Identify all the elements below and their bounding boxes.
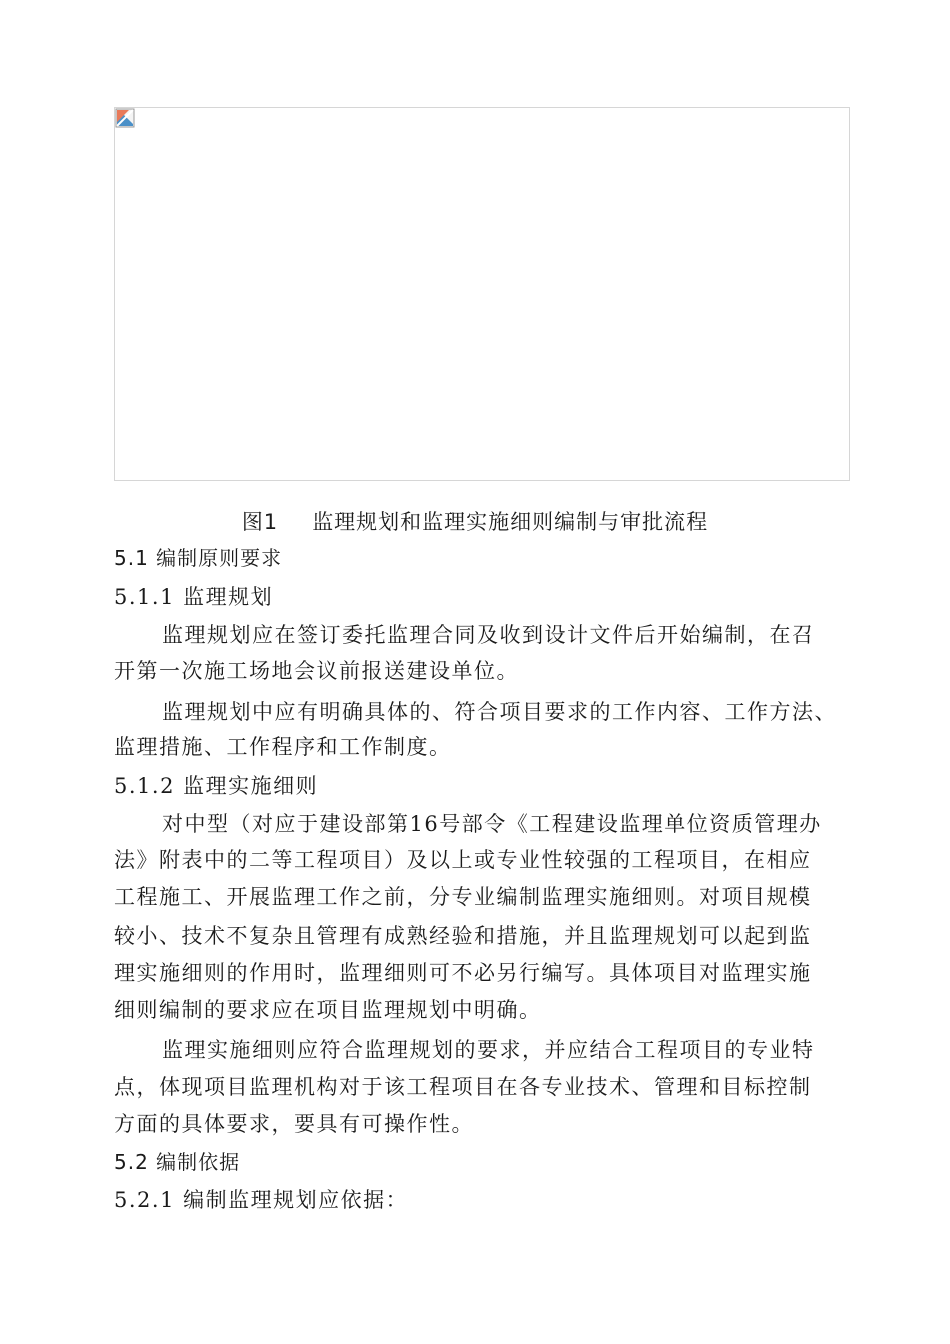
broken-image-icon (115, 108, 135, 128)
paragraph-line: 监理实施细则应符合监理规划的要求，并应结合工程项目的专业特 (162, 1038, 815, 1062)
figure-title: 监理规划和监理实施细则编制与审批流程 (312, 510, 709, 534)
paragraph-line: 开第一次施工场地会议前报送建设单位。 (114, 659, 519, 683)
paragraph-line: 法》附表中的二等工程项目）及以上或专业性较强的工程项目，在相应 (114, 848, 812, 872)
paragraph-line: 点，体现项目监理机构对于该工程项目在各专业技术、管理和目标控制 (114, 1075, 812, 1099)
figure-image-placeholder (114, 107, 850, 481)
paragraph-line: 监理措施、工作程序和工作制度。 (114, 735, 452, 759)
paragraph-line: 较小、技术不复杂且管理有成熟经验和措施，并且监理规划可以起到监 (114, 924, 812, 948)
paragraph-line: 对中型（对应于建设部第16号部令《工程建设监理单位资质管理办 (162, 812, 822, 836)
paragraph-line: 监理规划应在签订委托监理合同及收到设计文件后开始编制，在召 (162, 623, 815, 647)
section-heading-5-1: 5.1 编制原则要求 (114, 546, 283, 570)
section-heading-5-2-1: 5.2.1 编制监理规划应依据： (114, 1188, 409, 1212)
figure-number: 图1 (241, 510, 279, 534)
paragraph-line: 工程施工、开展监理工作之前，分专业编制监理实施细则。对项目规模 (114, 885, 812, 909)
paragraph-line: 细则编制的要求应在项目监理规划中明确。 (114, 998, 542, 1022)
paragraph-line: 监理规划中应有明确具体的、符合项目要求的工作内容、工作方法、 (162, 700, 837, 724)
figure-caption (0, 507, 950, 537)
paragraph-line: 方面的具体要求，要具有可操作性。 (114, 1112, 474, 1136)
paragraph-line: 理实施细则的作用时，监理细则可不必另行编写。具体项目对监理实施 (114, 961, 812, 985)
section-heading-5-1-2: 5.1.2 监理实施细则 (114, 774, 319, 798)
section-heading-5-2: 5.2 编制依据 (114, 1150, 241, 1174)
section-heading-5-1-1: 5.1.1 监理规划 (114, 585, 274, 609)
